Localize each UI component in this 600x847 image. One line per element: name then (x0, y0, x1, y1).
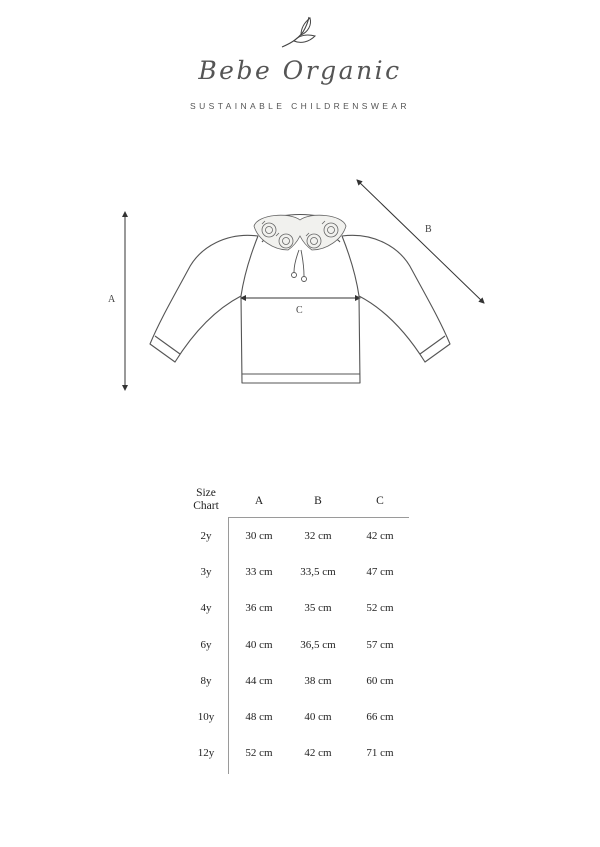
table-row (0, 530, 600, 546)
dimension-b-label: B (425, 224, 432, 235)
measure-a-cell: 44 cm (245, 675, 273, 687)
measure-a-cell: 48 cm (245, 711, 273, 723)
measure-a-cell: 40 cm (245, 639, 273, 651)
column-header-a: A (254, 495, 264, 507)
measure-a-cell: 36 cm (245, 602, 273, 614)
dimension-a-label: A (108, 294, 116, 305)
size-cell: 10y (197, 711, 215, 723)
measure-c-cell: 57 cm (366, 639, 394, 651)
size-cell: 3y (200, 566, 212, 578)
measure-c-cell: 42 cm (366, 530, 394, 542)
column-header-b: B (314, 495, 322, 507)
brand-tagline: SUSTAINABLE CHILDRENSWEAR (190, 101, 410, 111)
garment-diagram (0, 170, 600, 410)
measure-a-cell: 52 cm (245, 747, 273, 759)
header-divider (229, 517, 409, 518)
size-cell: 8y (200, 675, 212, 687)
sweater-outline (150, 215, 450, 384)
measure-b-cell: 42 cm (304, 747, 332, 759)
measure-b-cell: 35 cm (304, 602, 332, 614)
table-row (0, 675, 600, 691)
size-chart-title-line1: Size (196, 487, 216, 499)
measure-c-cell: 60 cm (366, 675, 394, 687)
measure-c-cell: 47 cm (366, 566, 394, 578)
measure-c-cell: 52 cm (366, 602, 394, 614)
measure-c-cell: 71 cm (366, 747, 394, 759)
brand-name: Bebe Organic (198, 56, 402, 85)
measure-a-cell: 33 cm (245, 566, 273, 578)
collar-ties (292, 250, 307, 282)
table-row (0, 639, 600, 655)
measure-b-cell: 33,5 cm (300, 566, 336, 578)
table-row (0, 747, 600, 763)
crochet-collar (254, 215, 346, 250)
table-row (0, 602, 600, 618)
size-chart-title (176, 487, 236, 513)
size-cell: 4y (200, 602, 212, 614)
column-header-c: C (376, 495, 384, 507)
measure-b-cell: 38 cm (304, 675, 332, 687)
measure-c-cell: 66 cm (366, 711, 394, 723)
measure-b-cell: 32 cm (304, 530, 332, 542)
table-row (0, 566, 600, 582)
size-cell: 12y (197, 747, 215, 759)
size-chart-title-line2: Chart (193, 500, 219, 512)
measure-b-cell: 40 cm (304, 711, 332, 723)
dimension-c-label: C (296, 305, 303, 316)
size-cell: 2y (200, 530, 212, 542)
leaf-sprig-icon (279, 14, 319, 50)
size-cell: 6y (200, 639, 212, 651)
measure-a-cell: 30 cm (245, 530, 273, 542)
table-row (0, 711, 600, 727)
measure-b-cell: 36,5 cm (300, 639, 336, 651)
